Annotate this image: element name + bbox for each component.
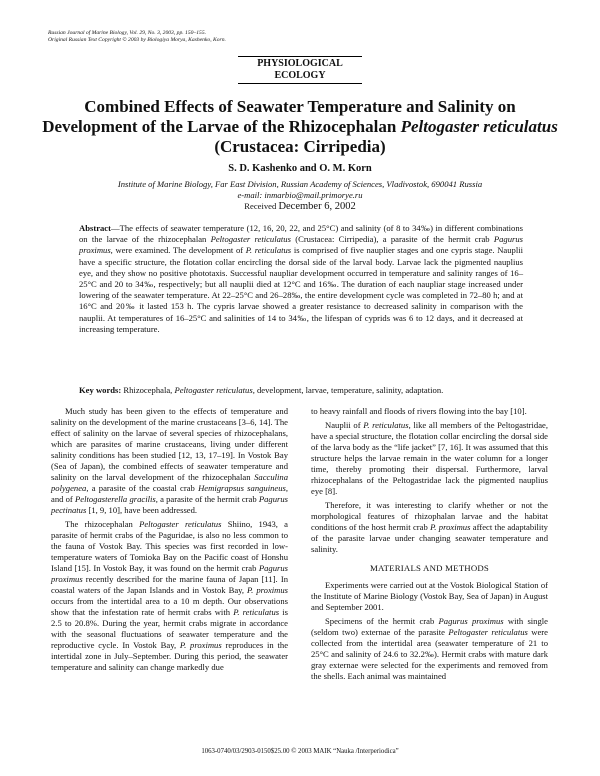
section-label [200,58,400,82]
authors: S. D. Kashenko and O. M. Korn [228,163,372,174]
abstract-species: P. reticulatus [245,245,292,256]
abstract-label: Abstract [79,223,111,233]
species-name: Pagurus proximus [51,563,288,584]
species-name: Hemigrapsus sanguineus [198,483,286,493]
text: affect the adaptability of the parasite larvae under changing seawater temperature and salinity. [311,522,548,554]
species-name: Pagurus pectinatus [51,494,288,515]
paragraph [51,519,288,673]
species-name: P. reticulatus [233,607,280,617]
abstract-species: Peltogaster reticulatus [210,234,291,245]
running-head [48,30,226,44]
running-head-copyright: Original Russian Text Copyright © 2003 by Biologiya Morya, Kashenko, Korn. [48,37,226,43]
text: Specimens of the hermit crab [325,616,439,626]
text: Shiino, 1943, a parasite of hermit crabs of the Paguridae, is also no less common to the fauna of Vostok Bay. This species was first recorded in low-temperature waters of Tomioka Bay on the Pacific coast of Honshu Island [15]. In Vostok Bay, it was found on the hermit crab [51,519,288,573]
section-label-line2: ECOLOGY [274,70,326,81]
body-column-right [311,406,548,682]
title-species: Peltogaster reticulatus [400,117,558,136]
running-head-citation: Russian Journal of Marine Biology, Vol. 29, No. 3, 2003, pp. 150–155. [48,30,207,36]
species-name: Sacculina polygenea [51,472,288,493]
title-taxon: (Crustacea: Cirripedia) [214,137,386,156]
text: Much study has been given to the effects of temperature and salinity on the development of the marine crustaceans [3–6, 14]. The effect of salinity on the larvae of several species of rhizocephalans, which are parasites of marine crustaceans, living under different salinity conditions has been studied [12, 13, 17–19]. In Vostok Bay (Sea of Japan), the combined effects of seawater temperature and salinity on the larval development of the rhizocephalan [51,406,288,482]
text: , a parasite of the hermit crab [155,494,259,504]
text: reproduces in the intertidal zone in July–September. During this period, the seawater temperature and salinity can change markedly due [51,640,289,672]
text: Nauplii of [325,420,364,430]
section-heading-methods: MATERIALS AND METHODS [369,563,490,573]
text: [1, 9, 10], have been addressed. [86,505,198,515]
keywords-species: Peltogaster reticulatus [174,385,253,395]
text: , like all members of the Peltogastridae, have a special structure, the flotation collar encircling the dorsal side of the larva body as the “life jacket” [7, 16]. It was assumed that this structure helps the larvae remain in the water column for a longer time, thereby promoting their dispersal. Furthermore, larval rhizocephalans of the Peltogastridae lack the pigmented nauplius eye [8]. [311,420,548,496]
paragraph: to heavy rainfall and floods of rivers flowing into the bay [10]. [311,406,527,416]
received-label: Received [244,201,277,211]
title-text: Combined Effects of Seawater Temperature and Salinity on Development of the Larvae of the Rhizocephalan [42,97,516,136]
text: Therefore, it was interesting to clarify whether or not the morphological features of rhizophalan larvae and the habitat conditions of the host hermit crab [311,500,548,532]
text: The rhizocephalan [65,519,140,529]
received-date [40,201,560,212]
affiliation-institute: Institute of Marine Biology, Far East Division, Russian Academy of Sciences, Vladivostok, 690041 Russia [117,179,483,189]
species-name: Peltogaster reticulatus [139,519,222,529]
footer-copyright: 1063-0740/03/2903-0150$25.00 © 2003 MAIK “Nauka /Interperiodica” [201,748,399,755]
text: recently described for the marine fauna of Japan [11]. In coastal waters of the Japan Islands and in Vostok Bay, [51,574,288,595]
text: were collected from the intertidal area (seawater temperature of 21 to 25°C and salinity of 24.6 to 32.2‰). Hermit crabs with mature dark gray externae were selected for the experiments and removed from the shells. Each animal was maintained [311,627,548,681]
received-date-value: December 6, 2002 [278,201,356,212]
species-name: Peltogasterella gracilis [75,494,156,504]
species-name: P. proximus [247,585,288,595]
species-name: P. proximus [179,640,222,650]
section-rule-bottom [238,83,362,84]
text: with single (seldom two) externae of the parasite [311,616,548,637]
keywords [79,385,549,396]
abstract-text: is comprised of five nauplier stages and one cypris stage. Nauplii have a specific structure, the flotation collar encircling the dorsal side of the larval body. Larvae lack the pigmented nauplius eye, and they show no positive phototaxis. Successful naupliar development occurred in temperature and salinity ranges of 16–25°C and 20 to 34‰, respectively; but all nauplii died at 12°C and 16‰. The duration of each naupliar stage increased under lowering of the seawater temperature. At 22–25°C and 26–28‰, the entire development cycle was completed in 72–80 h; and at 16°C and 20‰ it lasted 153 h. The cypris larvae showed a greater resistance to decreased salinity in comparison with the nauplii. At temperatures of 16–25°C and salinities of 14 to 34‰, the lifespan of cyprids was 6 to 12 days, and it decreased at increasing temperature. [79,245,523,334]
paragraph [311,616,548,682]
species-name: Pagurus proximus [438,616,504,626]
paragraph: Experiments were carried out at the Vostok Biological Station of the Institute of Marine Biology (Vostok Bay, Sea of Japan) in August and September 2001. [311,580,549,612]
affiliation-email: e-mail: inmarbio@mail.primorye.ru [237,190,363,200]
abstract [79,223,523,335]
species-name: P. proximus [430,522,471,532]
paragraph [51,406,288,516]
abstract-text: , were examined. The development of [110,245,246,256]
species-name: P. reticulatus [363,420,409,430]
body-column-left [51,406,288,673]
text: , and of [51,483,289,504]
paragraph [311,420,548,497]
abstract-text: —The effects of seawater temperature (12, 16, 20, 22, and 25°C) and salinity (of 8 to 34‰) in different combinations on the larvae of the rhizocephalan [79,223,523,245]
abstract-species: Pagurus proximus [79,234,523,256]
abstract-text: (Crustacea: Cirripedia), a parasite of the hermit crab [290,234,494,245]
keywords-label: Key words: [79,385,122,395]
text: occurs from the intertidal area to a 10 m depth. Our observations show that the infestation rate of hermit crabs with [51,596,288,617]
text: is 2.5 to 20.8%. During the year, hermit crabs migrate in accordance with the seasonal fluctuations of seawater temperature and the reproductive cycle. In Vostok Bay, [51,607,288,650]
affiliation [40,179,560,201]
article-title [40,97,560,157]
section-rule-top [238,56,362,57]
keywords-text: Rhizocephala, [121,385,175,395]
keywords-text: , development, larvae, temperature, salinity, adaptation. [252,385,444,395]
paragraph [311,500,548,555]
section-label-line1: PHYSIOLOGICAL [257,58,343,69]
text: , a parasite of the coastal crab [86,483,199,493]
species-name: Peltogaster reticulatus [448,627,528,637]
